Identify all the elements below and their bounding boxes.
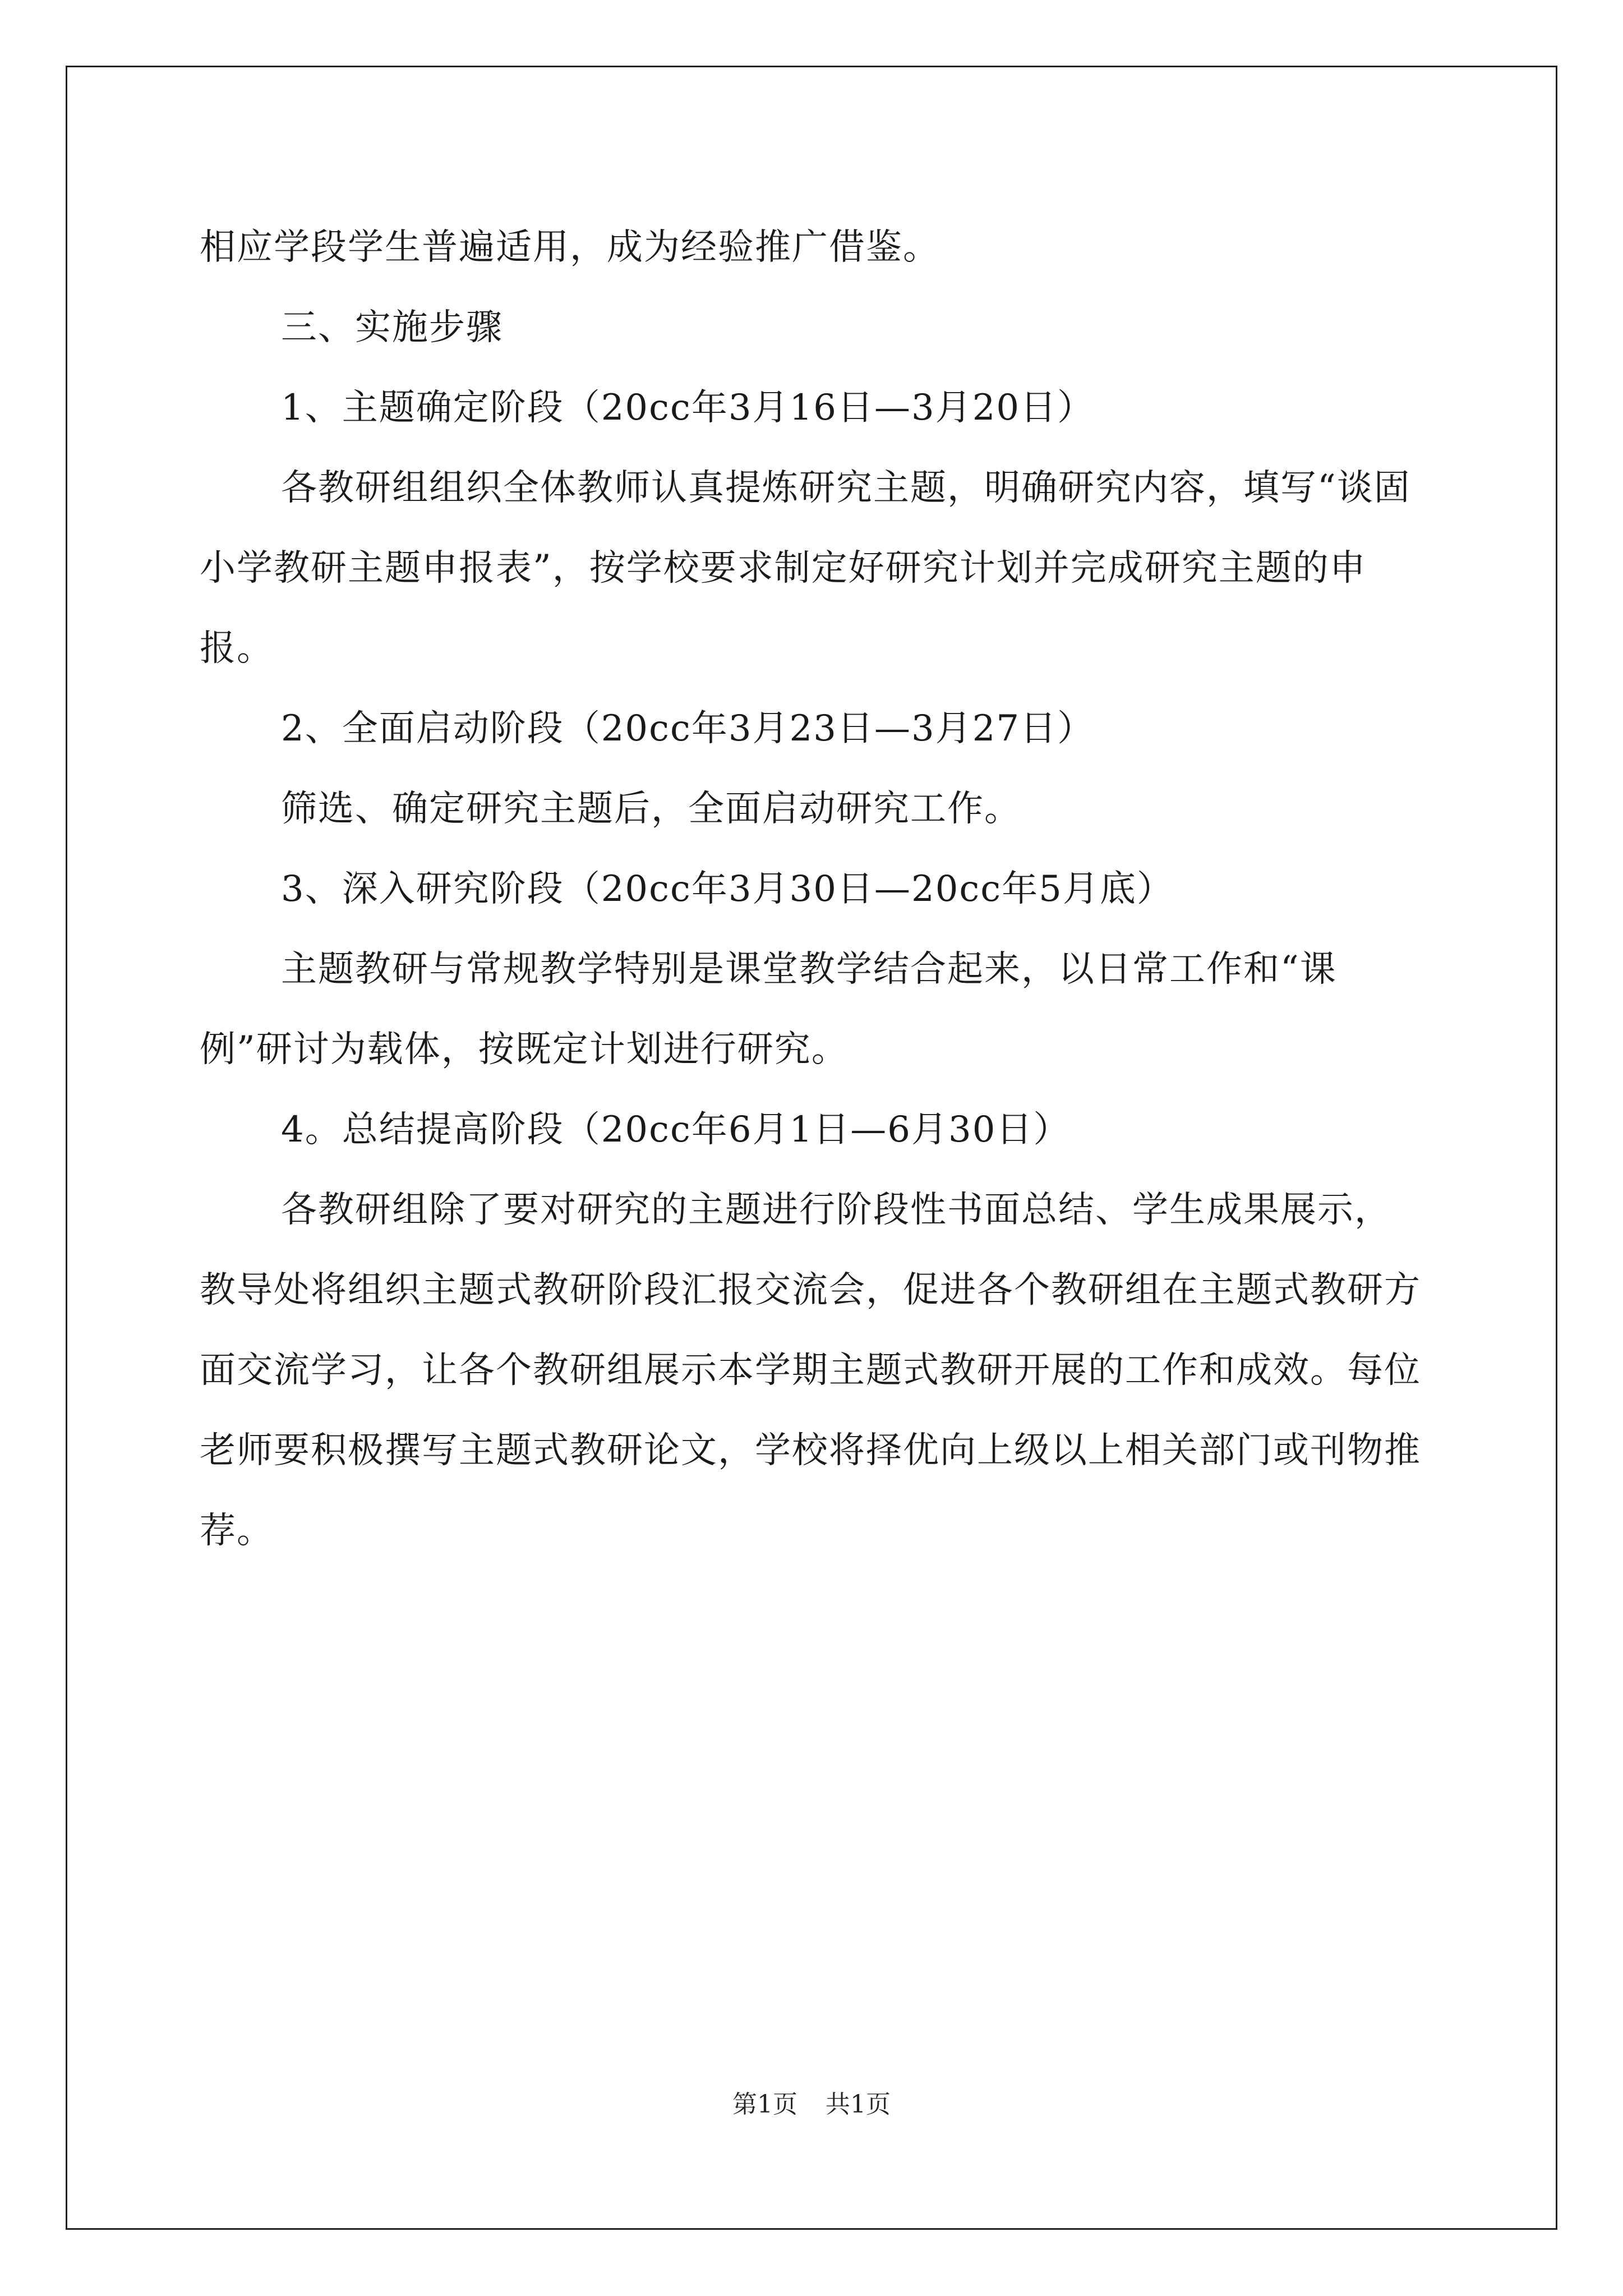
page-total: 共1页	[826, 2090, 891, 2119]
document-body	[200, 208, 1428, 1571]
paragraph: 各教研组除了要对研究的主题进行阶段性书面总结、学生成果展示，教导处将组织主题式教研阶段汇报交流会，促进各个教研组在主题式教研方面交流学习，让各个教研组展示本学期主题式教研开展的工作和成效。每位老师要积极撰写主题式教研论文，学校将择优向上级以上相关部门或刊物推荐。	[200, 1189, 1421, 1552]
paragraph: 主题教研与常规教学特别是课堂教学结合起来，以日常工作和“课例”研讨为载体，按既定计划进行研究。	[200, 949, 1337, 1070]
page-footer	[0, 2084, 1623, 2120]
step-heading: 2、全面启动阶段（20cc年3月23日—3月27日）	[281, 708, 1095, 749]
step-heading: 4。总结提高阶段（20cc年6月1日—6月30日）	[281, 1109, 1071, 1151]
page-number: 第1页	[732, 2090, 797, 2119]
paragraph: 筛选、确定研究主题后，全面启动研究工作。	[281, 788, 1021, 830]
step-heading: 3、深入研究阶段（20cc年3月30日—20cc年5月底）	[281, 868, 1174, 910]
paragraph: 各教研组组织全体教师认真提炼研究主题，明确研究内容，填写“谈固小学教研主题申报表”，按学校要求制定好研究计划并完成研究主题的申报。	[200, 467, 1411, 669]
paragraph: 相应学段学生普遍适用，成为经验推广借鉴。	[200, 227, 940, 268]
step-heading: 1、主题确定阶段（20cc年3月16日—3月20日）	[281, 387, 1095, 429]
section-heading: 三、实施步骤	[281, 307, 503, 348]
